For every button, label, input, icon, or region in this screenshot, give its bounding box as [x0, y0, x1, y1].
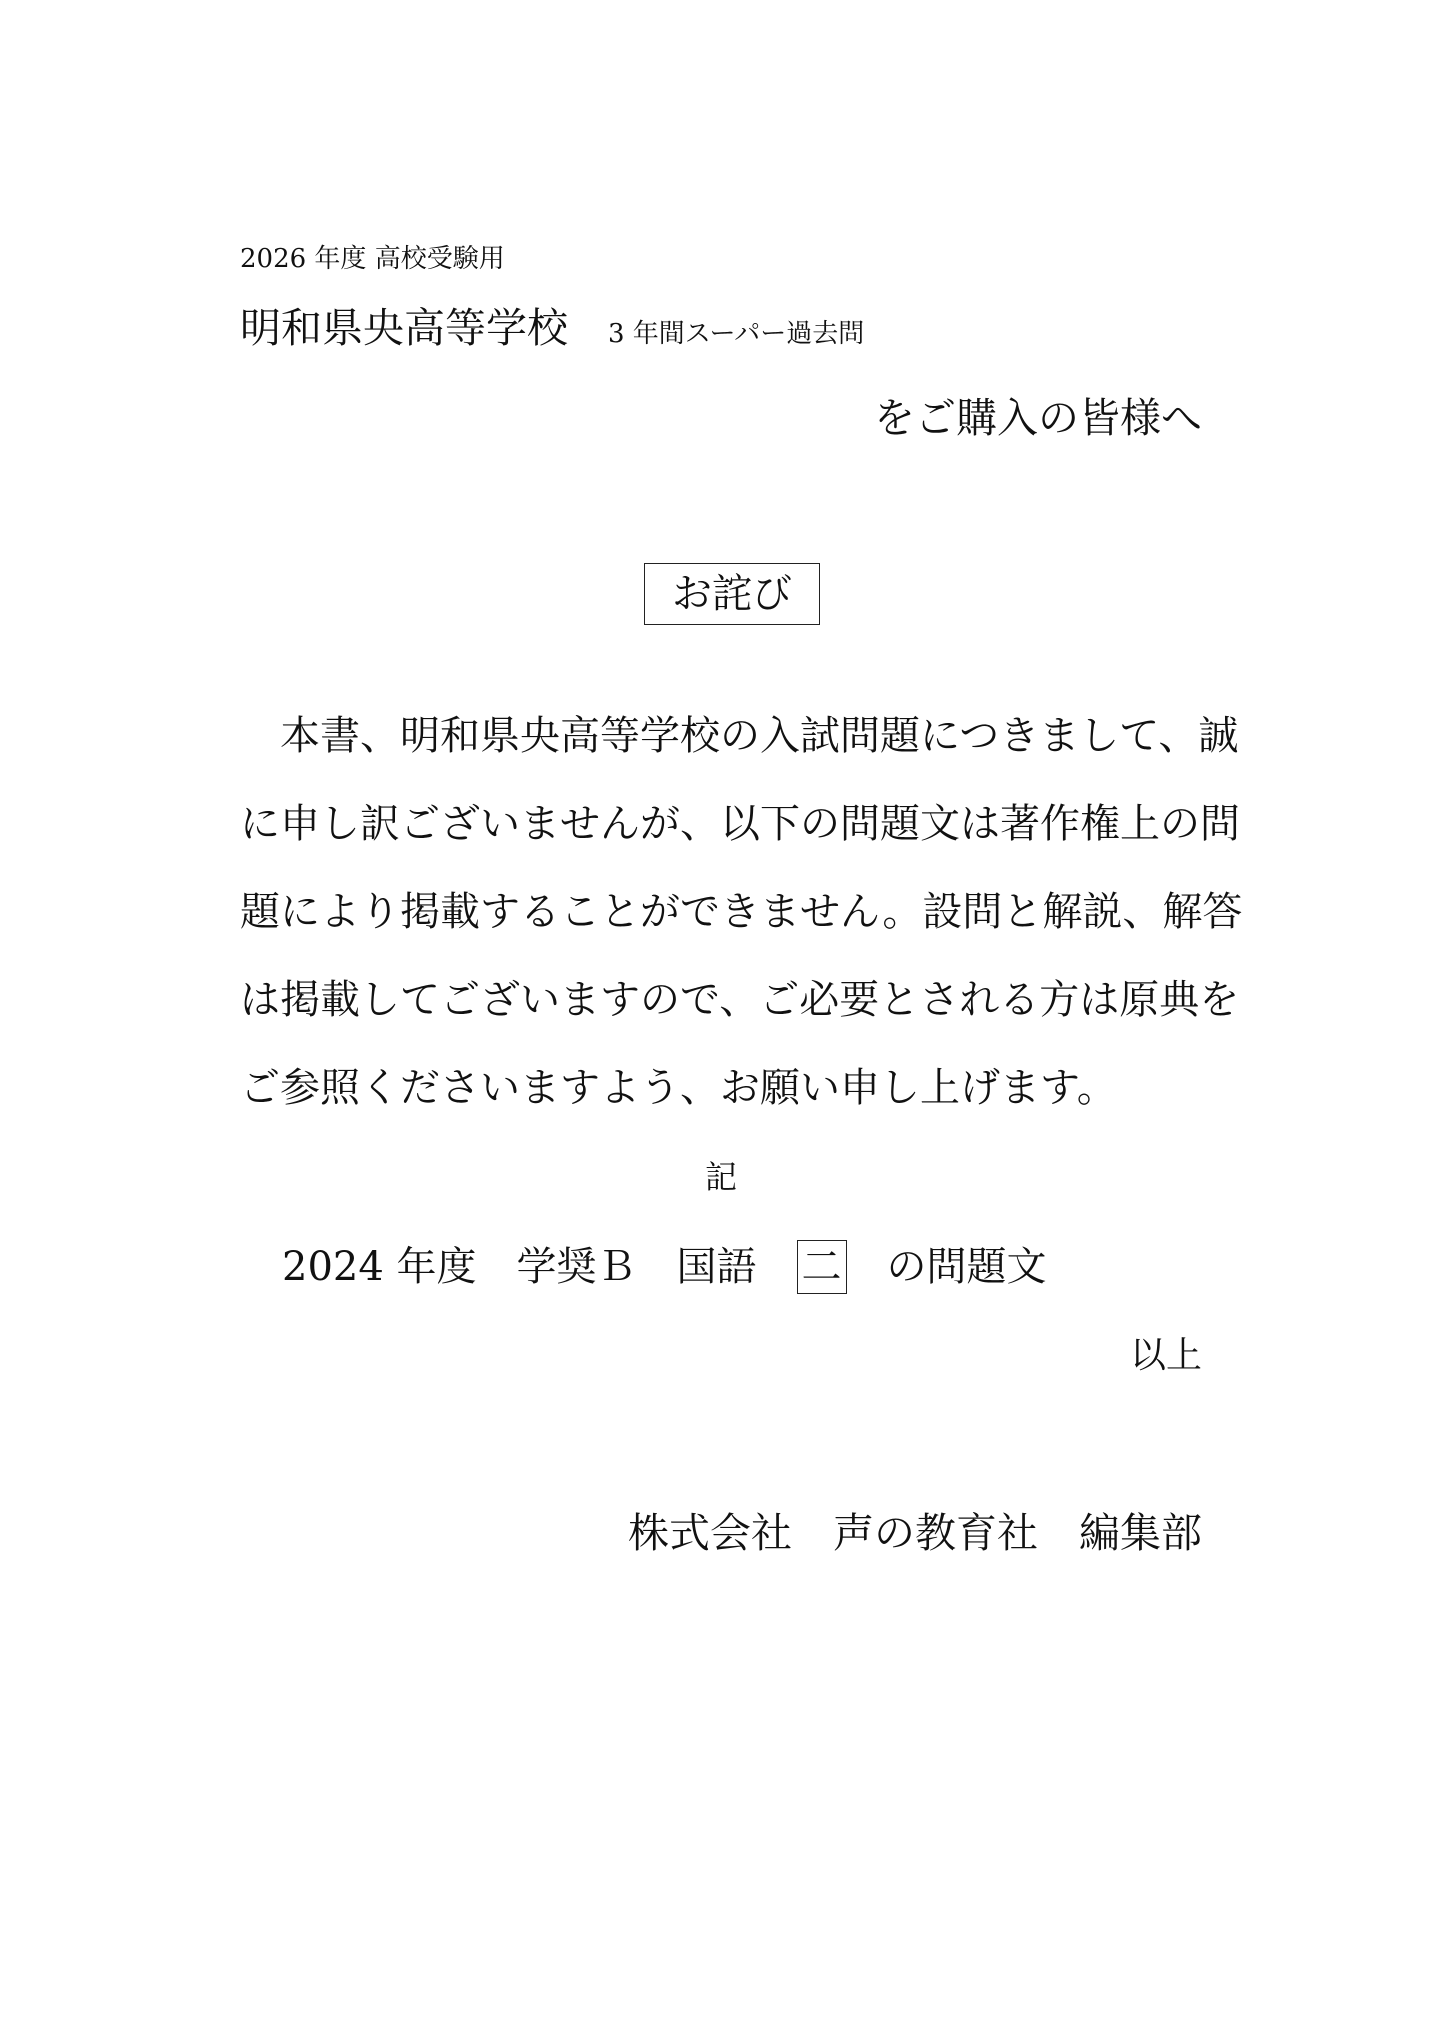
school-name: 明和県央高等学校	[240, 304, 568, 352]
notice-subject: 国語	[676, 1244, 757, 1290]
omitted-item-line	[282, 1237, 1047, 1297]
year-line: 2026 年度 高校受験用	[240, 244, 505, 274]
section-number-box: 二	[797, 1240, 847, 1294]
ki-marker: 記	[705, 1158, 738, 1196]
apology-body	[240, 692, 1243, 1132]
notice-exam: 学奨Ｂ	[516, 1244, 637, 1290]
notice-suffix: の問題文	[886, 1244, 1047, 1290]
ijou-marker: 以上	[1129, 1335, 1202, 1376]
school-line	[240, 300, 864, 365]
product-name: 3 年間スーパー過去問	[608, 319, 865, 349]
apology-title: お詫び	[644, 563, 820, 625]
body-line: ご参照くださいますよう、お願い申し上げます。	[240, 1065, 1117, 1111]
publisher-signature: 株式会社 声の教育社 編集部	[628, 1509, 1202, 1557]
to-buyers-line: をご購入の皆様へ	[874, 394, 1202, 442]
body-line: に申し訳ございませんが、以下の問題文は著作権上の問	[240, 801, 1240, 847]
body-line: 題により掲載することができません。設問と解説、解答	[240, 889, 1243, 935]
body-line: は掲載してございますので、ご必要とされる方は原典を	[240, 977, 1240, 1023]
body-line: 本書、明和県央高等学校の入試問題につきまして、誠	[280, 713, 1239, 759]
notice-year: 2024 年度	[282, 1244, 477, 1290]
